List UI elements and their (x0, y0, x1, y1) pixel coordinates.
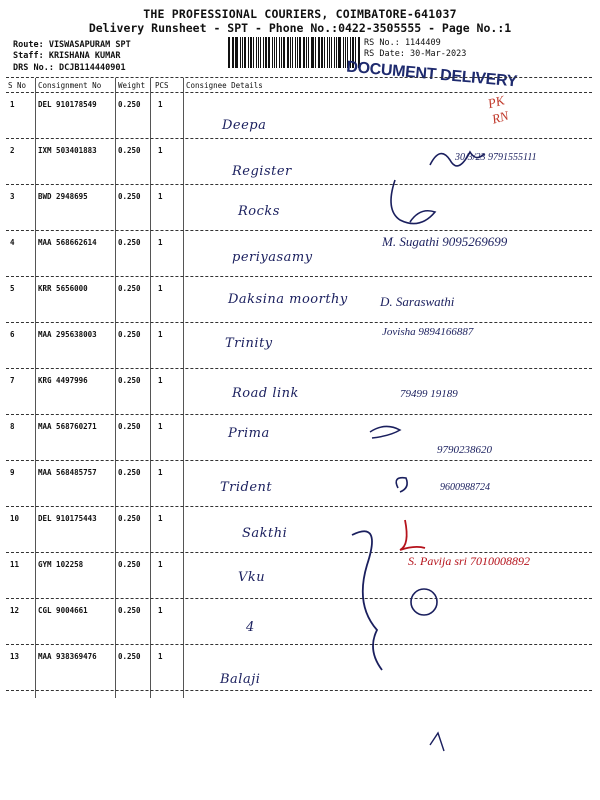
row-pcs: 1 (158, 100, 163, 109)
row-consignment-no: KRG 4497996 (38, 376, 88, 385)
row-consignee-handwritten: Trident (220, 480, 273, 495)
row-consignee-handwritten: Deepa (222, 118, 267, 133)
row-sno: 4 (10, 238, 15, 247)
stamp-initials: PK RN (486, 92, 511, 127)
row-sno: 10 (10, 514, 20, 523)
row-receiver-signature: D. Saraswathi (380, 294, 455, 309)
row-consignment-no: MAA 568485757 (38, 468, 97, 477)
col-header-consignment: Consignment No (38, 81, 102, 90)
rs-number: RS No.: 1144409 (364, 38, 441, 48)
document-title: THE PROFESSIONAL COURIERS, COIMBATORE-641037 (143, 7, 457, 21)
row-consignee-handwritten: Road link (232, 386, 299, 401)
row-sno: 12 (10, 606, 20, 615)
route-label: Route: VISWASAPURAM SPT (13, 40, 131, 50)
row-weight: 0.250 (118, 468, 141, 477)
staff-label: Staff: KRISHANA KUMAR (13, 51, 121, 61)
row-receiver-signature: S. Pavija sri 7010008892 (408, 554, 530, 568)
row-consignment-no: MAA 568760271 (38, 422, 97, 431)
row-weight: 0.250 (118, 192, 141, 201)
col-header-weight: Weight (118, 81, 146, 90)
row-consignment-no: MAA 568662614 (38, 238, 97, 247)
row-pcs: 1 (158, 652, 163, 661)
row-receiver-signature: 30/3/23 9791555111 (455, 152, 537, 163)
row-sno: 1 (10, 100, 15, 109)
row-sno: 2 (10, 146, 15, 155)
row-pcs: 1 (158, 330, 163, 339)
row-pcs: 1 (158, 560, 163, 569)
col-header-sno: S No (8, 81, 27, 90)
row-pcs: 1 (158, 606, 163, 615)
row-pcs: 1 (158, 146, 163, 155)
row-weight: 0.250 (118, 330, 141, 339)
row-consignment-no: BWD 2948695 (38, 192, 88, 201)
document-delivery-stamp: DOCUMENT DELIVERY (345, 58, 518, 91)
row-weight: 0.250 (118, 100, 141, 109)
row-consignee-handwritten: Daksina moorthy (228, 292, 348, 307)
row-receiver-signature: 79499 19189 (400, 388, 458, 400)
row-sno: 11 (10, 560, 20, 569)
row-sno: 6 (10, 330, 15, 339)
row-consignee-handwritten: Register (232, 164, 292, 179)
row-pcs: 1 (158, 514, 163, 523)
row-pcs: 1 (158, 192, 163, 201)
row-weight: 0.250 (118, 560, 141, 569)
row-consignment-no: DEL 910178549 (38, 100, 97, 109)
row-consignee-handwritten: Rocks (238, 204, 280, 219)
row-sno: 9 (10, 468, 15, 477)
document-subtitle: Delivery Runsheet - SPT - Phone No.:0422-3505555 - Page No.:1 (88, 21, 512, 35)
col-header-consignee: Consignee Details (186, 81, 263, 90)
row-weight: 0.250 (118, 422, 141, 431)
row-consignee-handwritten: Balaji (220, 672, 261, 687)
row-receiver-signature: 9790238620 (437, 444, 492, 456)
row-pcs: 1 (158, 422, 163, 431)
row-consignment-no: MAA 938369476 (38, 652, 97, 661)
row-sno: 3 (10, 192, 15, 201)
row-consignment-no: MAA 295638003 (38, 330, 97, 339)
row-sno: 8 (10, 422, 15, 431)
row-weight: 0.250 (118, 606, 141, 615)
row-weight: 0.250 (118, 514, 141, 523)
row-consignment-no: CGL 9004661 (38, 606, 88, 615)
row-consignment-no: IXM 503401883 (38, 146, 97, 155)
row-pcs: 1 (158, 284, 163, 293)
row-weight: 0.250 (118, 652, 141, 661)
row-consignee-handwritten: Prima (228, 426, 270, 441)
row-consignee-handwritten: 4 (246, 620, 255, 635)
row-consignment-no: KRR 5656000 (38, 284, 88, 293)
row-weight: 0.250 (118, 376, 141, 385)
row-receiver-signature: 9600988724 (440, 482, 490, 493)
row-consignee-handwritten: Vku (238, 570, 266, 585)
row-pcs: 1 (158, 238, 163, 247)
row-pcs: 1 (158, 468, 163, 477)
rs-date: RS Date: 30-Mar-2023 (364, 49, 467, 59)
row-sno: 7 (10, 376, 15, 385)
row-sno: 13 (10, 652, 20, 661)
row-weight: 0.250 (118, 238, 141, 247)
col-header-pcs: PCS (155, 81, 169, 90)
row-consignment-no: DEL 910175443 (38, 514, 97, 523)
row-weight: 0.250 (118, 146, 141, 155)
row-receiver-signature: M. Sugathi 9095269699 (382, 234, 508, 249)
row-sno: 5 (10, 284, 15, 293)
row-pcs: 1 (158, 376, 163, 385)
row-weight: 0.250 (118, 284, 141, 293)
drs-label: DRS No.: DCJB114440901 (13, 63, 126, 73)
row-consignee-handwritten: Trinity (225, 336, 273, 351)
row-consignee-handwritten: Sakthi (242, 526, 288, 541)
row-receiver-signature: Jovisha 9894166887 (382, 326, 474, 338)
row-consignee-handwritten: periyasamy (232, 250, 313, 265)
row-consignment-no: GYM 102258 (38, 560, 84, 569)
